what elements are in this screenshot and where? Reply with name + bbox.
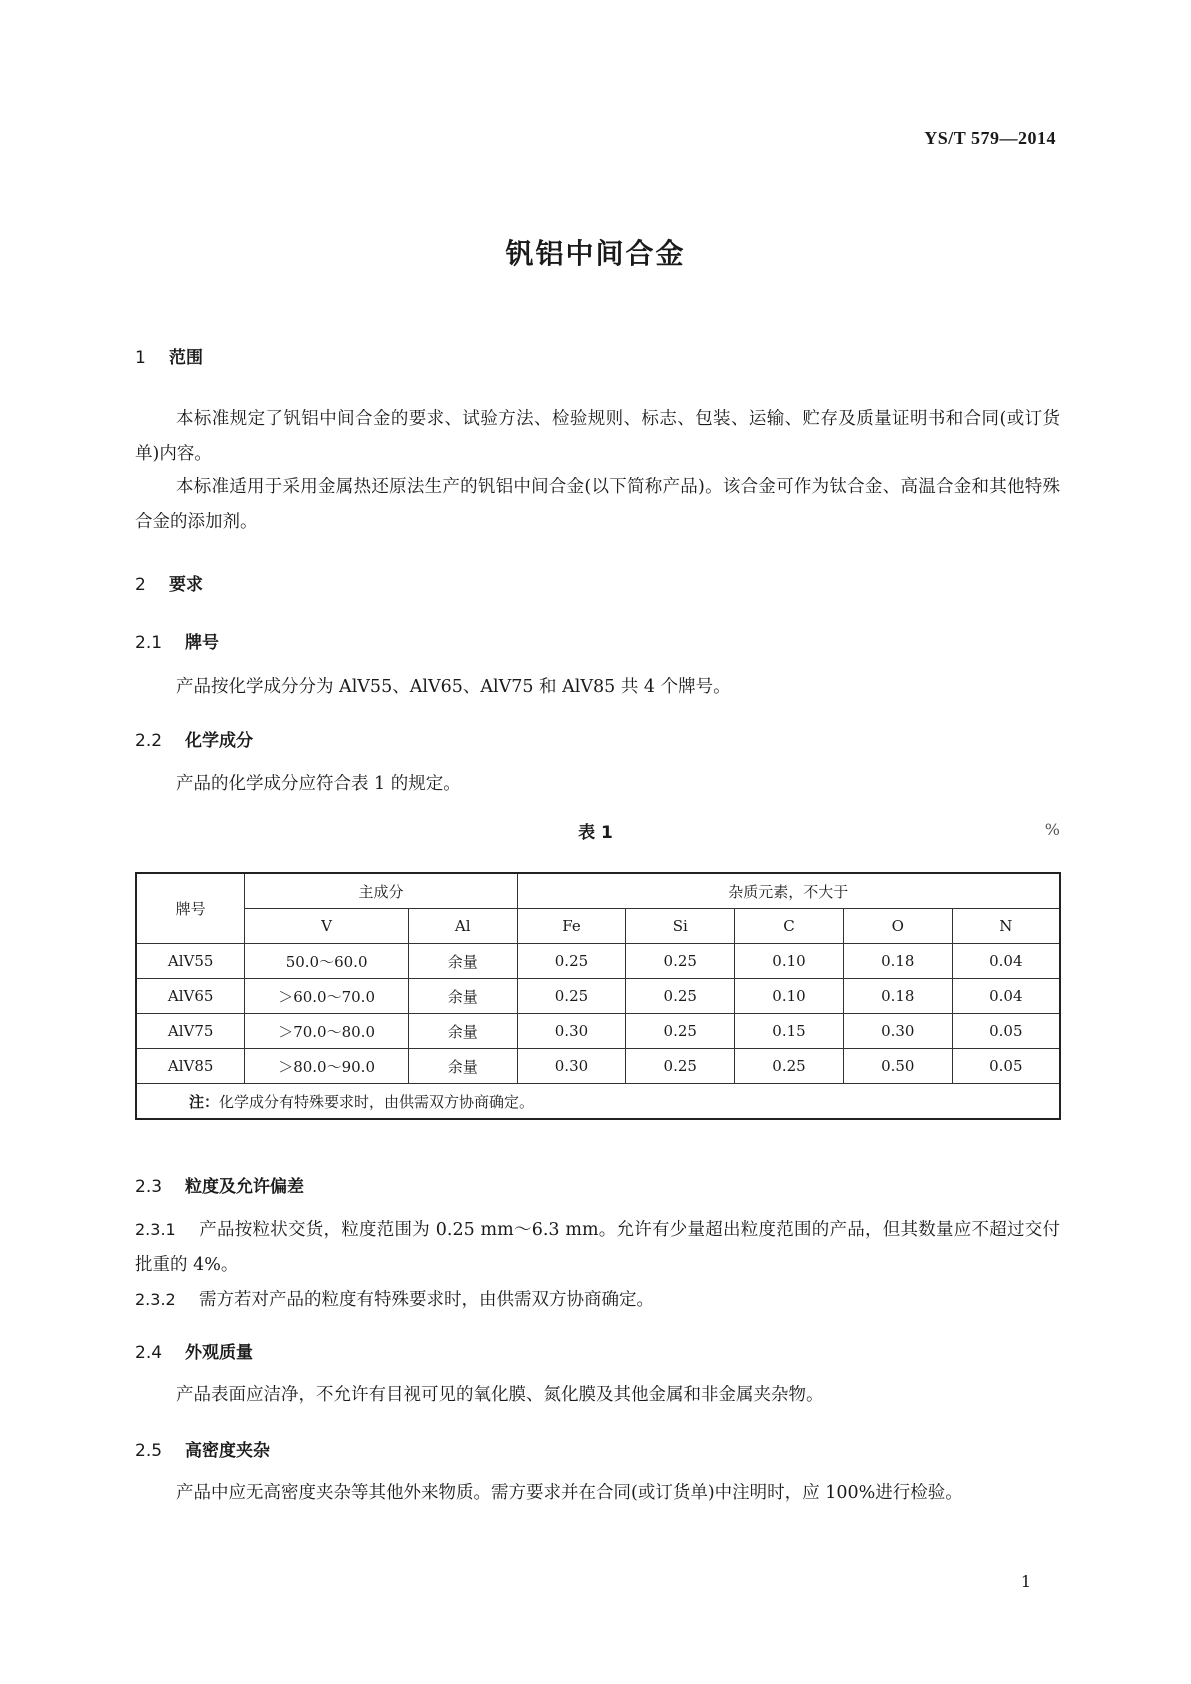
table-note [136, 1084, 1060, 1120]
table-cell: 0.25 [517, 944, 626, 979]
clause-2-3-2 [135, 1282, 1060, 1318]
header-main-components: 主成分 [245, 873, 517, 909]
table-cell: AlV75 [136, 1014, 245, 1049]
clause-text: 需方若对产品的粒度有特殊要求时，由供需双方协商确定。 [199, 1290, 654, 1310]
table-row [136, 1014, 1060, 1049]
section-number: 2.3 [135, 1177, 163, 1197]
table-cell: 0.30 [517, 1014, 626, 1049]
note-label: 注： [189, 1092, 220, 1111]
section-title: 粒度及允许偏差 [185, 1177, 304, 1197]
section-1-paragraph-1: 本标准规定了钒铝中间合金的要求、试验方法、检验规则、标志、包装、运输、贮存及质量证明书和合同(或订货单)内容。 [135, 409, 1060, 464]
header-impurities: 杂质元素，不大于 [517, 873, 1060, 909]
section-2-1-paragraph: 产品按化学成分分为 AlV55、AlV65、AlV75 和 AlV85 共 4 个牌号。 [176, 677, 731, 697]
table-cell: 0.18 [843, 979, 952, 1014]
header-col: Si [626, 909, 735, 944]
section-2-1-heading [135, 628, 219, 653]
section-number: 2.5 [135, 1441, 163, 1461]
table-cell: 余量 [408, 1014, 517, 1049]
table-cell: 余量 [408, 1049, 517, 1084]
section-2-4-paragraph: 产品表面应洁净，不允许有目视可见的氧化膜、氮化膜及其他金属和非金属夹杂物。 [176, 1385, 824, 1405]
table-cell: 0.50 [843, 1049, 952, 1084]
section-2-5-heading [135, 1436, 270, 1461]
section-number: 2.2 [135, 731, 163, 751]
clause-number: 2.3.2 [135, 1290, 176, 1309]
table-cell: AlV85 [136, 1049, 245, 1084]
section-1-paragraph-2: 本标准适用于采用金属热还原法生产的钒铝中间合金(以下简称产品)。该合金可作为钛合金、高温合金和其他特殊合金的添加剂。 [135, 477, 1060, 532]
table-cell: AlV65 [136, 979, 245, 1014]
table-cell: 0.15 [735, 1014, 844, 1049]
section-2-heading [135, 570, 203, 595]
section-title: 范围 [169, 348, 203, 368]
table-cell: 0.04 [952, 944, 1060, 979]
note-text: 化学成分有特殊要求时，由供需双方协商确定。 [219, 1092, 535, 1111]
clause-2-3-1 [135, 1212, 1060, 1283]
table-cell: 0.25 [517, 979, 626, 1014]
table-cell: 0.18 [843, 944, 952, 979]
clause-text: 产品按粒状交货，粒度范围为 0.25 mm～6.3 mm。允许有少量超出粒度范围的产品，但其数量应不超过交付批重的 4%。 [135, 1220, 1060, 1275]
section-1-heading [135, 343, 203, 368]
header-col: Fe [517, 909, 626, 944]
header-col: N [952, 909, 1060, 944]
table-cell: 0.05 [952, 1049, 1060, 1084]
table-caption: 表 1 [578, 823, 613, 843]
table-cell: ＞70.0～80.0 [245, 1014, 409, 1049]
section-number: 1 [135, 348, 146, 368]
header-grade: 牌号 [136, 873, 245, 944]
page-number: 1 [1020, 1572, 1031, 1591]
section-2-3-heading [135, 1172, 304, 1197]
table-cell: 0.10 [735, 944, 844, 979]
section-title: 高密度夹杂 [185, 1441, 270, 1461]
header-col: C [735, 909, 844, 944]
table-cell: 0.25 [735, 1049, 844, 1084]
table-note-row [136, 1084, 1060, 1120]
table-cell: 0.10 [735, 979, 844, 1014]
clause-number: 2.3.1 [135, 1220, 176, 1239]
section-2-4-heading [135, 1338, 253, 1363]
table-row [136, 979, 1060, 1014]
table-cell: 0.30 [843, 1014, 952, 1049]
chemical-composition-table [135, 872, 1061, 1120]
table-cell: 0.30 [517, 1049, 626, 1084]
section-title: 外观质量 [185, 1343, 253, 1363]
table-cell: 0.25 [626, 1049, 735, 1084]
section-title: 牌号 [185, 633, 219, 653]
section-number: 2.4 [135, 1343, 163, 1363]
section-number: 2 [135, 575, 146, 595]
section-title: 要求 [169, 575, 203, 595]
table-cell: 0.25 [626, 979, 735, 1014]
header-col: O [843, 909, 952, 944]
table-cell: 0.05 [952, 1014, 1060, 1049]
table-cell: AlV55 [136, 944, 245, 979]
section-2-2-paragraph: 产品的化学成分应符合表 1 的规定。 [176, 774, 461, 794]
table-unit: % [1044, 820, 1060, 839]
table-row [136, 1049, 1060, 1084]
table-cell: 0.25 [626, 1014, 735, 1049]
table-cell: ＞80.0～90.0 [245, 1049, 409, 1084]
section-2-2-heading [135, 726, 253, 751]
table-cell: 50.0～60.0 [245, 944, 409, 979]
section-2-5-paragraph: 产品中应无高密度夹杂等其他外来物质。需方要求并在合同(或订货单)中注明时，应 100%进行检验。 [176, 1483, 963, 1503]
table-cell: 0.04 [952, 979, 1060, 1014]
table-cell: ＞60.0～70.0 [245, 979, 409, 1014]
table-row [136, 944, 1060, 979]
section-title: 化学成分 [185, 731, 253, 751]
header-col: Al [408, 909, 517, 944]
section-number: 2.1 [135, 633, 163, 653]
table-cell: 0.25 [626, 944, 735, 979]
table-cell: 余量 [408, 979, 517, 1014]
standard-code: YS/T 579—2014 [924, 128, 1056, 148]
header-col: V [245, 909, 409, 944]
table-cell: 余量 [408, 944, 517, 979]
document-title: 钒铝中间合金 [505, 237, 686, 270]
